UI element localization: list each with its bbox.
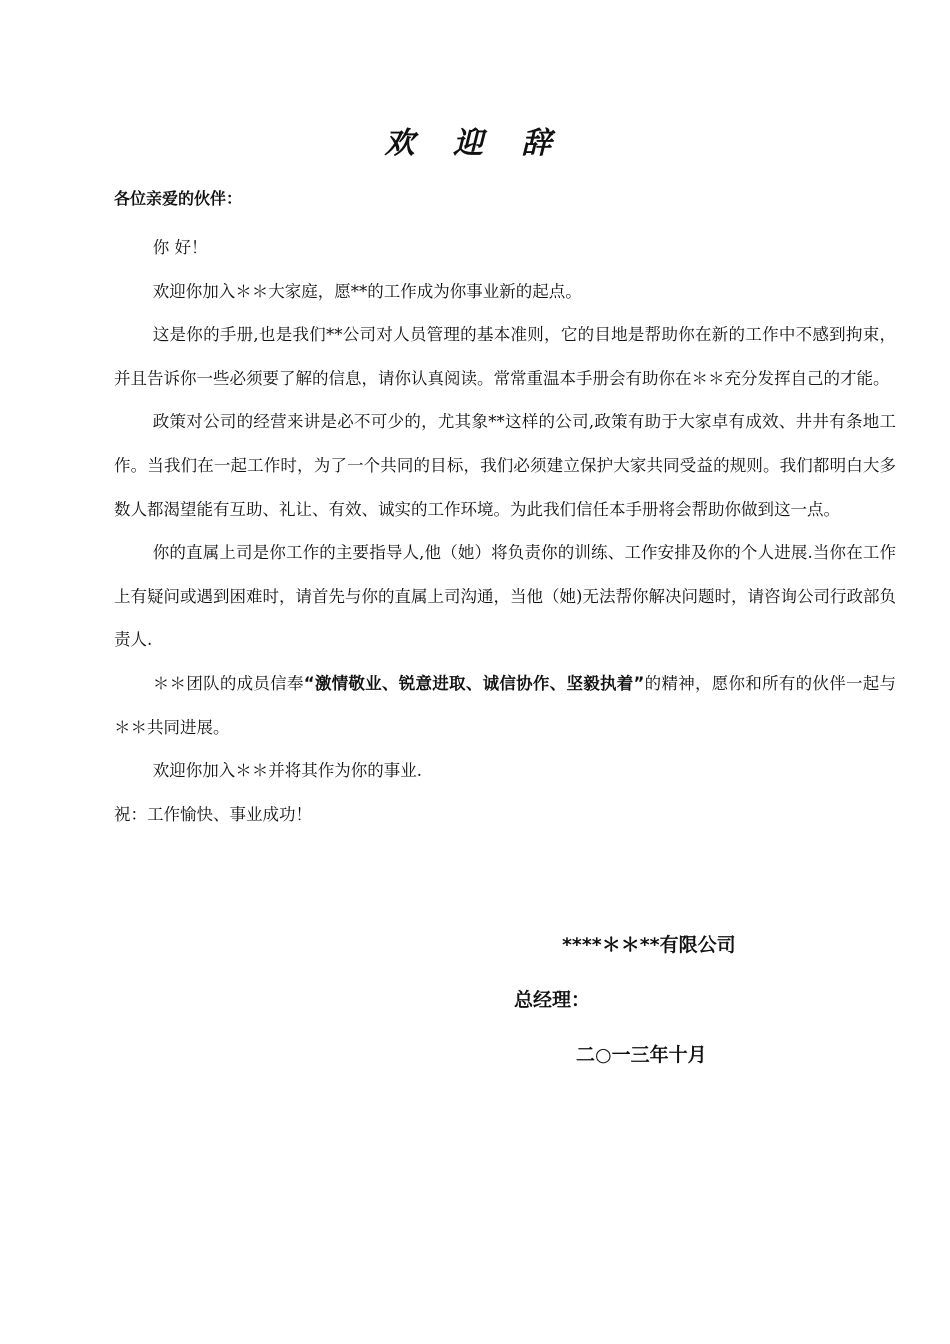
letter-body: [114, 226, 896, 836]
salutation: 各位亲爱的伙伴：: [114, 189, 243, 208]
paragraph-policy: 政策对公司的经营来讲是必不可少的，尤其象**这样的公司,政策有助于大家卓有成效、井井有条地工作。当我们在一起工作时，为了一个共同的目标，我们必须建立保护大家共同受益的规则。我们都明白大多数人都渴望能有互助、礼让、有效、诚实的工作环境。为此我们信任本手册将会帮助你做到这一点。: [114, 412, 896, 519]
greeting: 你 好！: [152, 238, 208, 257]
signature-date: 二○一三年十月: [576, 1044, 707, 1066]
paragraph-handbook: 这是你的手册,也是我们**公司对人员管理的基本准则，它的目地是帮助你在新的工作中不感到拘束，并且告诉你一些必须要了解的信息，请你认真阅读。常常重温本手册会有助你在＊＊充分发挥自己的才能。: [114, 325, 896, 388]
paragraph-team-values: [114, 662, 896, 749]
signature-company: ****＊＊**有限公司: [562, 934, 736, 956]
team-values-motto: “激情敬业、锐意进取、诚信协作、坚毅执着”: [303, 673, 645, 693]
team-values-suffix: 的精神，愿你和所有的伙伴一起与＊＊共同进展。: [114, 673, 897, 737]
signature-general-manager: 总经理：: [514, 989, 591, 1011]
team-values-prefix: ＊＊团队的成员信奉: [152, 673, 304, 693]
paragraph-supervisor: 你的直属上司是你工作的主要指导人,他（她）将负责你的训练、工作安排及你的个人进展.当你在工作上有疑问或遇到困难时，请首先与你的直属上司沟通，当他（她)无法帮你解决问题时，请咨询公司行政部负责人.: [114, 543, 896, 650]
page-title: 欢 迎 辞: [384, 126, 566, 161]
closing-wish: 祝：工作愉快、事业成功！: [114, 804, 312, 824]
paragraph-welcome: 欢迎你加入＊＊大家庭，愿**的工作成为你事业新的起点。: [152, 281, 582, 301]
paragraph-career: 欢迎你加入＊＊并将其作为你的事业.: [152, 761, 423, 781]
